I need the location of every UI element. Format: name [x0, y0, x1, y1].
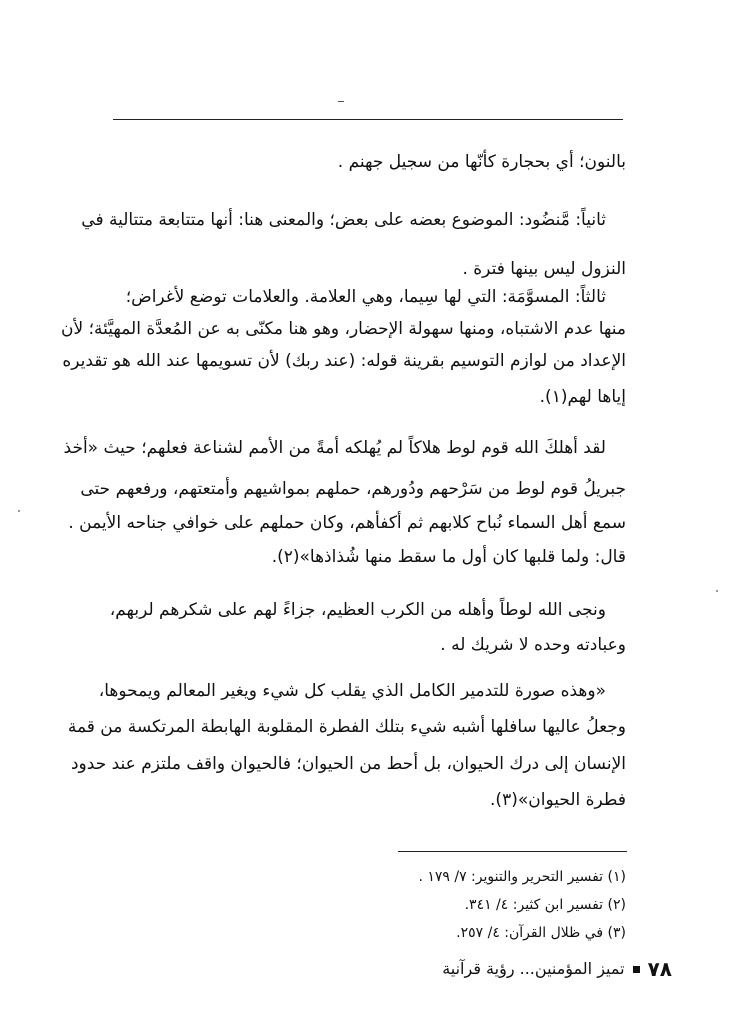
- page-number: ٧٨: [647, 957, 672, 981]
- body-line: الإعداد من لوازم التوسيم بقرينة قوله: (عند ربك) لأن تسويمها عند الله هو تقديره: [62, 351, 626, 371]
- body-line: منها عدم الاشتباه، ومنها سهولة الإحضار، وهو هنا مكنّى به عن المُعدَّة المهيَّئة؛ لأن: [61, 319, 626, 339]
- body-line: ونجى الله لوطاً وأهله من الكرب العظيم، جزاءً لهم على شكرهم لربهم،: [109, 600, 606, 620]
- header-mark: [338, 101, 344, 102]
- book-title: تميز المؤمنين... رؤية قرآنية: [442, 959, 625, 978]
- body-line: لقد أهلكَ الله قوم لوط هلاكاً لم يُهلكه أمةً من الأمم لشناعة فعلهم؛ حيث «أخذ: [63, 438, 606, 458]
- body-line: ثالثاً: المسوَّمَة: التي لها سِيما، وهي العلامة. والعلامات توضع لأغراض؛: [125, 287, 606, 307]
- body-line: النزول ليس بينها فترة .: [462, 259, 626, 279]
- body-line: فطرة الحيوان»(٣).: [490, 790, 626, 810]
- body-line: الإنسان إلى درك الحيوان، بل أحط من الحيوان؛ فالحيوان واقف ملتزم عند حدود: [70, 754, 626, 774]
- body-line: إياها لهم(١).: [539, 387, 626, 407]
- body-line: قال: ولما قلبها كان أول ما سقط منها شُذاذها»(٢).: [271, 547, 626, 567]
- body-line: وعبادته وحده لا شريك له .: [440, 635, 626, 655]
- footnote: (٣) في ظلال القرآن: ٤/ ٢٥٧.: [456, 925, 626, 941]
- scan-speck: [716, 590, 718, 592]
- scan-speck: [18, 510, 20, 512]
- body-line: ثانياً: مَّنضُود: الموضوع بعضه على بعض؛ والمعنى هنا: أنها متتابعة متتالية في: [81, 210, 606, 230]
- footnote-rule: [398, 851, 627, 852]
- body-line: «وهذه صورة للتدمير الكامل الذي يقلب كل شيء ويغير المعالم ويمحوها،: [98, 681, 606, 701]
- footer-separator-icon: [633, 966, 640, 973]
- header-rule: [113, 119, 623, 120]
- body-line: وجعلُ عاليها سافلها أشبه شيء بتلك الفطرة المقلوبة الهابطة المرتكسة من قمة: [67, 717, 626, 737]
- body-line: جبريلُ قوم لوط من سَرْحهم ودُورهم، حملهم بمواشيهم وأمتعتهم، ورفعهم حتى: [80, 479, 626, 499]
- footnote: (١) تفسير التحرير والتنوير: ٧/ ١٧٩ .: [418, 869, 626, 885]
- footnote: (٢) تفسير ابن كثير: ٤/ ٣٤١.: [464, 897, 626, 913]
- body-line: سمع أهل السماء نُباح كلابهم ثم أكفأهم، وكان حملهم على خوافي جناحه الأيمن .: [68, 513, 626, 533]
- page-footer: [442, 957, 672, 981]
- body-line: بالنون؛ أي بحجارة كأنّها من سجيل جهنم .: [337, 152, 626, 172]
